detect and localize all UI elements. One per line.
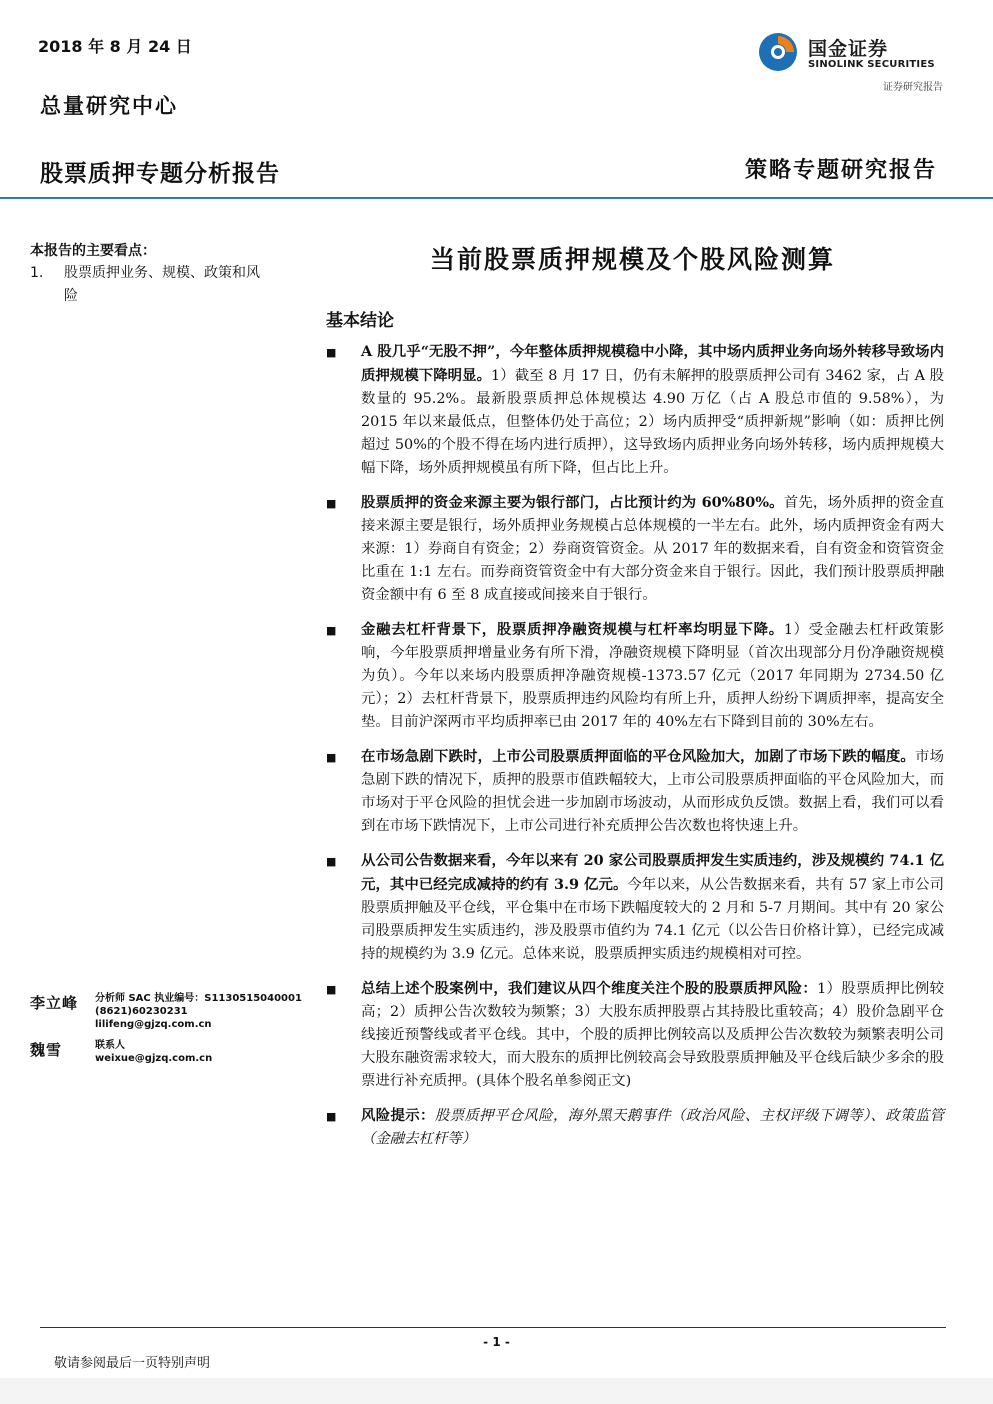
- sidebar-item-text: 股票质押业务、规模、政策和风险: [64, 265, 260, 304]
- footer-divider: [40, 1327, 946, 1328]
- page-bottom-band: [0, 1378, 993, 1404]
- sidebar-item-number: 1.: [30, 265, 44, 281]
- conclusion-lead: 总结上述个股案例中，我们建议从四个维度关注个股的股票质押风险：: [361, 980, 818, 997]
- conclusion-body: 今年以来，从公告数据来看，共有 57 家上市公司股票质押触及平仓线，平仓集中在市场下跌幅度较大的 2 月和 5-7 月期间。其中有 20 家公司股票质押发生实质违约，涉及股票市值约为 74.1 亿元（以公告日价格计算），已经完成减持的规模约为 3.9 亿元。总体来说，股票质押实质违约规模相对可控。: [361, 877, 944, 962]
- conclusion-lead: 股票质押的资金来源主要为银行部门，占比预计约为 60%80%。: [361, 494, 784, 511]
- analyst-phone: (8621)60230231: [95, 1006, 188, 1017]
- conclusion-body: 市场急剧下跌的情况下，质押的股票市值跌幅较大，上市公司股票质押面临的平仓风险加大，而市场对于平仓风险的担忧会进一步加剧市场波动，从而形成负反馈。数据上看，我们可以看到在市场下跌情况下，上市公司进行补充质押公告次数也将快速上升。: [361, 749, 944, 834]
- square-bullet-icon: ■: [326, 1110, 337, 1123]
- logo-chinese-name: 国金证券: [808, 38, 889, 60]
- research-center-name: 总量研究中心: [40, 93, 178, 118]
- page-number: - 1 -: [483, 1335, 510, 1349]
- main-title: 当前股票质押规模及个股风险测算: [429, 245, 835, 274]
- report-title: 股票质押专题分析报告: [40, 161, 280, 187]
- square-bullet-icon: ■: [326, 497, 337, 510]
- conclusion-lead: 金融去杠杆背景下，股票质押净融资规模与杠杆率均明显下降。: [361, 621, 784, 638]
- conclusion-item: [326, 491, 946, 607]
- conclusion-item: [326, 340, 946, 480]
- sinolink-logo-icon: [758, 32, 798, 72]
- analyst-role: 分析师 SAC 执业编号：S1130515040001: [95, 993, 302, 1004]
- conclusion-body: 1）截至 8 月 17 日，仍有未解押的股票质押公司有 3462 家，占 A 股数量的 95.2%。最新股票质押总体规模达 4.90 万亿（占 A 股总市值的 9.58%），为 2015 年以来最低点，但整体仍处于高位；2）场内质押受“质押新规”影响（如：质押比例超过 50%的个股不得在场内进行质押），这导致场内质押业务向场外转移，场内质押规模大幅下降，场外质押规模虽有所下降，但占比上升。: [361, 368, 944, 476]
- analyst-email[interactable]: lilifeng@gjzq.com.cn: [95, 1019, 212, 1030]
- conclusion-lead: 在市场急剧下跌时，上市公司股票质押面临的平仓风险加大，加剧了市场下跌的幅度。: [361, 748, 916, 765]
- conclusion-item: [326, 745, 946, 838]
- square-bullet-icon: ■: [326, 624, 337, 637]
- sidebar-item: [30, 262, 270, 308]
- square-bullet-icon: ■: [326, 346, 337, 359]
- analyst-name: 魏雪: [30, 1041, 63, 1059]
- analyst-name: 李立峰: [30, 994, 79, 1012]
- company-logo: [758, 32, 948, 76]
- conclusion-body: 首先，场外质押的资金直接来源主要是银行，场外质押业务规模占总体规模的一半左右。此外，场内质押资金有两大来源：1）券商自有资金；2）券商资管资金。从 2017 年的数据来看，自有资金和资管资金比重在 1:1 左右。而券商资管资金中有大部分资金来自于银行。因此，我们预计股票质押融资金额中有 6 至 8 成直接或间接来自于银行。: [361, 495, 944, 603]
- footer-disclaimer: 敬请参阅最后一页特别声明: [54, 1356, 211, 1371]
- conclusion-item: [326, 977, 946, 1093]
- conclusion-body: 1）受金融去杠杆政策影响，今年股票质押增量业务有所下滑，净融资规模下降明显（首次出现部分月份净融资规模为负）。今年以来场内股票质押净融资规模-1373.57 亿元（2017 年同期为 2734.50 亿元）；2）去杠杆背景下，股票质押违约风险均有所上升，质押人纷纷下调质押率，提高安全垫。目前沪深两市平均质押率已由 2017 年的 40%左右下降到目前的 30%左右。: [361, 622, 944, 730]
- conclusion-list: [326, 340, 946, 1162]
- risk-warning-body: 股票质押平仓风险，海外黑天鹅事件（政治风险、主权评级下调等）、政策监管 （金融去杠杆等）: [361, 1108, 944, 1147]
- report-type: 策略专题研究报告: [744, 157, 937, 183]
- risk-warning-lead: 风险提示：: [361, 1107, 435, 1124]
- logo-english-name: SINOLINK SECURITIES: [808, 59, 935, 70]
- sidebar-highlights: [30, 240, 270, 308]
- conclusion-lead: A 股几乎“无股不押”，今年整体质押规模稳中小降，其中场内质押业务向场外转移导致场内质押规模下降明显。: [361, 343, 944, 384]
- analyst-card: [30, 1039, 320, 1065]
- conclusion-item: [326, 618, 946, 734]
- analyst-role: 联系人: [95, 1040, 125, 1051]
- analyst-email[interactable]: weixue@gjzq.com.cn: [95, 1053, 213, 1064]
- sidebar-title: 本报告的主要看点：: [30, 243, 156, 259]
- header-divider: [0, 197, 993, 199]
- analyst-card: [30, 992, 320, 1031]
- conclusion-lead: 从公司公告数据来看，今年以来有 20 家公司股票质押发生实质违约，涉及规模约 74.1 亿元，其中已经完成减持的约有 3.9 亿元。: [361, 852, 944, 893]
- conclusion-body: 1）股票质押比例较高；2）质押公告次数较为频繁；3）大股东质押股票占其持股比重较高；4）股价急剧平仓线接近预警线或者平仓线。其中，个股的质押比例较高以及质押公告次数较为频繁表明公司大股东融资需求较大，而大股东的质押比例较高会导致股票质押触及平仓线后缺少多余的股票进行补充质押。(具体个股名单参阅正文): [361, 981, 944, 1089]
- risk-warning-item: [326, 1104, 946, 1151]
- logo-subtitle: 证券研究报告: [883, 82, 943, 93]
- section-title: 基本结论: [326, 311, 394, 331]
- square-bullet-icon: ■: [326, 983, 337, 996]
- analyst-contacts: [30, 992, 320, 1073]
- conclusion-item: [326, 849, 946, 966]
- square-bullet-icon: ■: [326, 855, 337, 868]
- report-date: 2018 年 8 月 24 日: [38, 37, 192, 56]
- square-bullet-icon: ■: [326, 751, 337, 764]
